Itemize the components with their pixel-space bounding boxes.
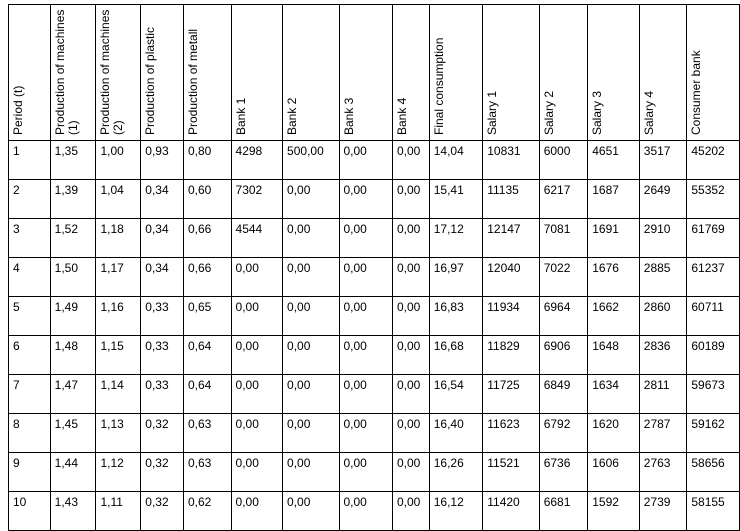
table-cell: 0,00 bbox=[339, 297, 393, 336]
column-header-label: Salary 2 bbox=[541, 90, 556, 135]
table-cell: 6217 bbox=[539, 180, 588, 219]
table-cell: 58656 bbox=[687, 453, 740, 492]
table-cell: 0,00 bbox=[339, 258, 393, 297]
column-header bbox=[9, 5, 51, 141]
table-cell: 0,00 bbox=[339, 141, 393, 180]
column-header-label: Final consumption bbox=[431, 37, 446, 135]
table-cell: 16,12 bbox=[429, 492, 483, 531]
table-cell: 0,00 bbox=[339, 375, 393, 414]
table-cell: 1648 bbox=[588, 336, 640, 375]
table-cell: 1691 bbox=[588, 219, 640, 258]
table-cell: 1,47 bbox=[50, 375, 96, 414]
table-row bbox=[9, 336, 740, 375]
column-header bbox=[588, 5, 640, 141]
table-cell: 0,62 bbox=[183, 492, 231, 531]
column-header-label: Consumer bank bbox=[689, 50, 704, 135]
table-cell: 1662 bbox=[588, 297, 640, 336]
table-cell: 8 bbox=[9, 414, 51, 453]
table-cell: 0,65 bbox=[183, 297, 231, 336]
table-cell: 0,34 bbox=[141, 258, 184, 297]
table-cell: 2739 bbox=[639, 492, 687, 531]
table-cell: 0,00 bbox=[231, 453, 283, 492]
table-cell: 6906 bbox=[539, 336, 588, 375]
table-cell: 60189 bbox=[687, 336, 740, 375]
table-cell: 0,00 bbox=[231, 375, 283, 414]
table-cell: 0,00 bbox=[283, 375, 339, 414]
table-cell: 0,64 bbox=[183, 375, 231, 414]
table-row bbox=[9, 219, 740, 258]
column-header-label: Bank 2 bbox=[285, 97, 300, 135]
table-cell: 0,00 bbox=[339, 336, 393, 375]
table-cell: 3517 bbox=[639, 141, 687, 180]
table-cell: 0,00 bbox=[283, 453, 339, 492]
table-cell: 1,17 bbox=[96, 258, 141, 297]
table-cell: 1,45 bbox=[50, 414, 96, 453]
table-cell: 4298 bbox=[231, 141, 283, 180]
table-cell: 0,63 bbox=[183, 414, 231, 453]
table-cell: 2811 bbox=[639, 375, 687, 414]
table-row bbox=[9, 375, 740, 414]
table-cell: 1,35 bbox=[50, 141, 96, 180]
table-cell: 2836 bbox=[639, 336, 687, 375]
table-cell: 1,13 bbox=[96, 414, 141, 453]
table-row bbox=[9, 297, 740, 336]
table-cell: 9 bbox=[9, 453, 51, 492]
table-cell: 4544 bbox=[231, 219, 283, 258]
table-cell: 1,48 bbox=[50, 336, 96, 375]
column-header bbox=[639, 5, 687, 141]
column-header-label: Salary 3 bbox=[590, 90, 605, 135]
table-body bbox=[9, 141, 740, 531]
table-cell: 16,40 bbox=[429, 414, 483, 453]
results-table bbox=[8, 4, 740, 531]
column-header bbox=[183, 5, 231, 141]
table-cell: 16,26 bbox=[429, 453, 483, 492]
header-row bbox=[9, 5, 740, 141]
table-cell: 59673 bbox=[687, 375, 740, 414]
table-cell: 0,00 bbox=[231, 297, 283, 336]
table-cell: 0,00 bbox=[393, 180, 430, 219]
table-cell: 1592 bbox=[588, 492, 640, 531]
table-cell: 0,00 bbox=[393, 336, 430, 375]
column-header bbox=[96, 5, 141, 141]
column-header bbox=[339, 5, 393, 141]
table-cell: 0,80 bbox=[183, 141, 231, 180]
column-header-label: Salary 4 bbox=[641, 90, 656, 135]
table-cell: 6792 bbox=[539, 414, 588, 453]
table-cell: 0,00 bbox=[283, 297, 339, 336]
table-row bbox=[9, 414, 740, 453]
table-cell: 1,12 bbox=[96, 453, 141, 492]
table-cell: 6849 bbox=[539, 375, 588, 414]
table-cell: 7 bbox=[9, 375, 51, 414]
table-cell: 0,00 bbox=[339, 492, 393, 531]
table-cell: 11521 bbox=[483, 453, 539, 492]
table-cell: 1,18 bbox=[96, 219, 141, 258]
table-cell: 61769 bbox=[687, 219, 740, 258]
column-header-label: Production of metall bbox=[185, 28, 200, 135]
table-cell: 0,00 bbox=[231, 258, 283, 297]
table-cell: 3 bbox=[9, 219, 51, 258]
column-header bbox=[141, 5, 184, 141]
table-cell: 1620 bbox=[588, 414, 640, 453]
column-header bbox=[539, 5, 588, 141]
table-cell: 0,00 bbox=[339, 414, 393, 453]
column-header-label: Salary 1 bbox=[485, 90, 500, 135]
table-cell: 6 bbox=[9, 336, 51, 375]
table-cell: 1,00 bbox=[96, 141, 141, 180]
table-cell: 2 bbox=[9, 180, 51, 219]
table-cell: 4651 bbox=[588, 141, 640, 180]
table-cell: 12147 bbox=[483, 219, 539, 258]
column-header-label: Production of plastic bbox=[143, 26, 158, 135]
table-cell: 1606 bbox=[588, 453, 640, 492]
table-cell: 0,33 bbox=[141, 336, 184, 375]
table-cell: 7022 bbox=[539, 258, 588, 297]
table-cell: 11725 bbox=[483, 375, 539, 414]
column-header-label: Bank 1 bbox=[233, 97, 248, 135]
table-cell: 0,00 bbox=[339, 453, 393, 492]
table-cell: 59162 bbox=[687, 414, 740, 453]
table-cell: 0,00 bbox=[393, 492, 430, 531]
table-cell: 0,00 bbox=[393, 297, 430, 336]
table-cell: 1,11 bbox=[96, 492, 141, 531]
table-row bbox=[9, 141, 740, 180]
table-row bbox=[9, 453, 740, 492]
table-cell: 10831 bbox=[483, 141, 539, 180]
table-cell: 0,00 bbox=[231, 336, 283, 375]
table-cell: 55352 bbox=[687, 180, 740, 219]
table-cell: 0,33 bbox=[141, 375, 184, 414]
table-cell: 17,12 bbox=[429, 219, 483, 258]
table-cell: 0,00 bbox=[283, 258, 339, 297]
table-cell: 1,49 bbox=[50, 297, 96, 336]
table-cell: 500,00 bbox=[283, 141, 339, 180]
table-cell: 1,04 bbox=[96, 180, 141, 219]
table-cell: 16,83 bbox=[429, 297, 483, 336]
table-cell: 11829 bbox=[483, 336, 539, 375]
table-cell: 10 bbox=[9, 492, 51, 531]
table-cell: 12040 bbox=[483, 258, 539, 297]
table-row bbox=[9, 180, 740, 219]
table-cell: 0,64 bbox=[183, 336, 231, 375]
table-cell: 0,00 bbox=[393, 141, 430, 180]
table-cell: 6964 bbox=[539, 297, 588, 336]
column-header bbox=[687, 5, 740, 141]
table-cell: 2787 bbox=[639, 414, 687, 453]
table-cell: 2649 bbox=[639, 180, 687, 219]
table-cell: 61237 bbox=[687, 258, 740, 297]
table-cell: 1634 bbox=[588, 375, 640, 414]
table-cell: 1,44 bbox=[50, 453, 96, 492]
table-cell: 7081 bbox=[539, 219, 588, 258]
column-header-label: Bank 4 bbox=[395, 97, 409, 135]
table-cell: 0,00 bbox=[283, 219, 339, 258]
table-cell: 1,14 bbox=[96, 375, 141, 414]
table-cell: 16,97 bbox=[429, 258, 483, 297]
table-cell: 60711 bbox=[687, 297, 740, 336]
table-cell: 2910 bbox=[639, 219, 687, 258]
table-cell: 1676 bbox=[588, 258, 640, 297]
table-cell: 1,52 bbox=[50, 219, 96, 258]
table-cell: 0,00 bbox=[393, 219, 430, 258]
table-cell: 1 bbox=[9, 141, 51, 180]
table-cell: 1687 bbox=[588, 180, 640, 219]
table-cell: 7302 bbox=[231, 180, 283, 219]
table-cell: 14,04 bbox=[429, 141, 483, 180]
table-cell: 58155 bbox=[687, 492, 740, 531]
column-header-label: Bank 3 bbox=[341, 97, 356, 135]
table-cell: 0,34 bbox=[141, 219, 184, 258]
table-cell: 2763 bbox=[639, 453, 687, 492]
table-cell: 11420 bbox=[483, 492, 539, 531]
table-cell: 0,00 bbox=[393, 258, 430, 297]
table-cell: 0,32 bbox=[141, 492, 184, 531]
table-cell: 1,15 bbox=[96, 336, 141, 375]
column-header bbox=[50, 5, 96, 141]
table-cell: 4 bbox=[9, 258, 51, 297]
table-cell: 0,63 bbox=[183, 453, 231, 492]
table-cell: 2885 bbox=[639, 258, 687, 297]
table-cell: 0,34 bbox=[141, 180, 184, 219]
table-cell: 0,00 bbox=[283, 180, 339, 219]
table-cell: 0,32 bbox=[141, 453, 184, 492]
table-cell: 0,60 bbox=[183, 180, 231, 219]
table-cell: 0,66 bbox=[183, 219, 231, 258]
table-cell: 6681 bbox=[539, 492, 588, 531]
table-cell: 11623 bbox=[483, 414, 539, 453]
table-cell: 1,43 bbox=[50, 492, 96, 531]
table-cell: 2860 bbox=[639, 297, 687, 336]
table-cell: 0,00 bbox=[339, 219, 393, 258]
table-cell: 15,41 bbox=[429, 180, 483, 219]
table-cell: 0,00 bbox=[283, 414, 339, 453]
table-cell: 1,39 bbox=[50, 180, 96, 219]
table-cell: 0,00 bbox=[393, 375, 430, 414]
table-cell: 0,00 bbox=[393, 453, 430, 492]
column-header bbox=[283, 5, 339, 141]
column-header bbox=[429, 5, 483, 141]
table-cell: 45202 bbox=[687, 141, 740, 180]
column-header bbox=[393, 5, 430, 141]
table-cell: 0,32 bbox=[141, 414, 184, 453]
column-header-label: Production of machines (2) bbox=[98, 9, 126, 135]
table-cell: 0,93 bbox=[141, 141, 184, 180]
table-cell: 6736 bbox=[539, 453, 588, 492]
column-header-label: Production of machines (1) bbox=[52, 9, 80, 135]
table-cell: 5 bbox=[9, 297, 51, 336]
table-cell: 1,16 bbox=[96, 297, 141, 336]
table-cell: 0,00 bbox=[231, 492, 283, 531]
table-cell: 0,00 bbox=[231, 414, 283, 453]
column-header bbox=[231, 5, 283, 141]
table-cell: 1,50 bbox=[50, 258, 96, 297]
table-cell: 0,00 bbox=[283, 492, 339, 531]
table-cell: 0,00 bbox=[393, 414, 430, 453]
table-cell: 0,00 bbox=[283, 336, 339, 375]
table-cell: 11135 bbox=[483, 180, 539, 219]
table-row bbox=[9, 258, 740, 297]
table-cell: 0,00 bbox=[339, 180, 393, 219]
table-cell: 16,54 bbox=[429, 375, 483, 414]
column-header bbox=[483, 5, 539, 141]
table-cell: 0,33 bbox=[141, 297, 184, 336]
column-header-label: Period (t) bbox=[11, 85, 25, 135]
table-cell: 0,66 bbox=[183, 258, 231, 297]
table-cell: 6000 bbox=[539, 141, 588, 180]
table-cell: 16,68 bbox=[429, 336, 483, 375]
table-cell: 11934 bbox=[483, 297, 539, 336]
